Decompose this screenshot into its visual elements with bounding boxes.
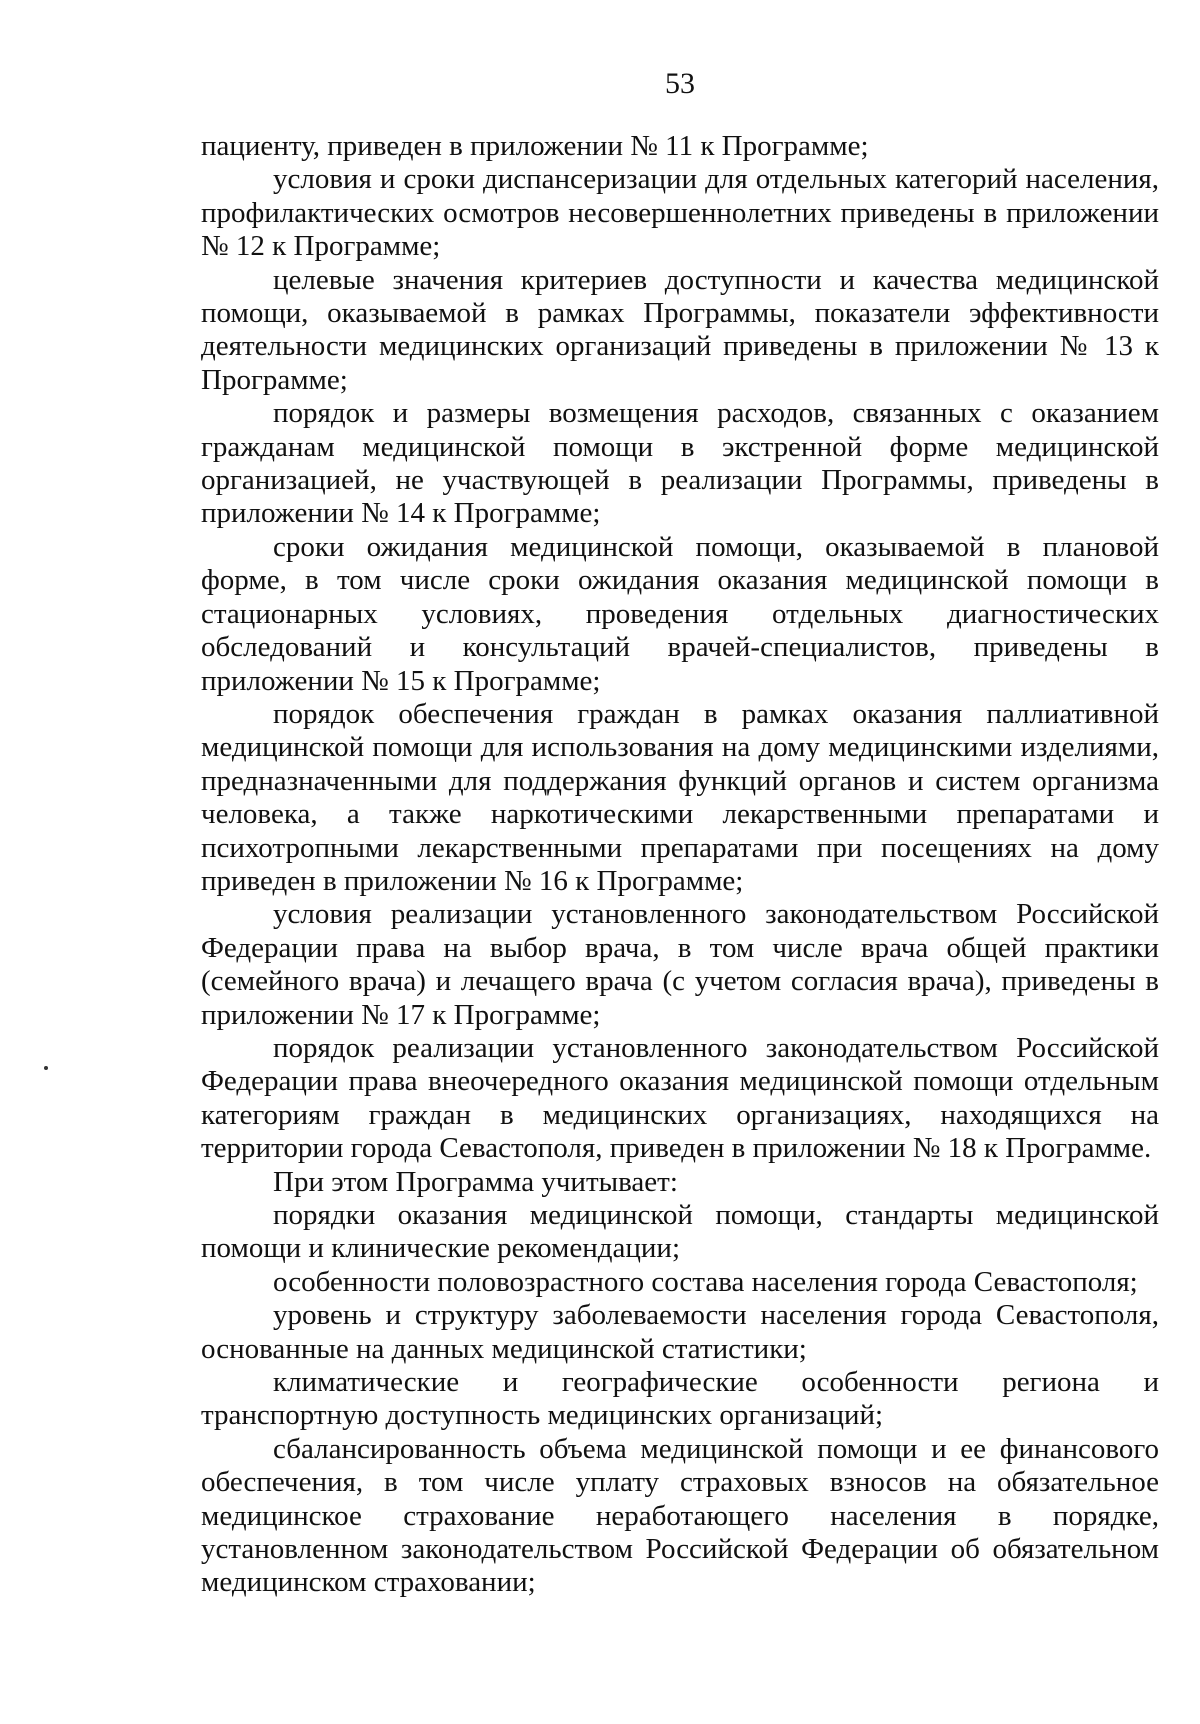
paragraph-annex-11: пациенту, приведен в приложении № 11 к Программе; — [201, 130, 869, 162]
paragraph-annex-16: порядок обеспечения граждан в рамках оказания паллиативной медицинской помощи для использования на дому медицинскими изделиями, предназначенными для поддержания функций органов и систем организма человека, а также наркотическими лекарственными препаратами и психотропными лекарственными препаратами при посещениях на дому приведен в приложении № 16 к Программе; — [201, 697, 1159, 897]
paragraph-annex-13: целевые значения критериев доступности и качества медицинской помощи, оказываемой в рамках Программы, показатели эффективности деятельности медицинских организаций приведены в приложении № 13 к Программе; — [201, 263, 1159, 396]
paragraph-annex-14: порядок и размеры возмещения расходов, связанных с оказанием гражданам медицинской помощи в экстренной форме медицинской организацией, не участвующей в реализации Программы, приведены в приложении № 14 к Программе; — [201, 397, 1159, 530]
paragraph-care-procedures: порядки оказания медицинской помощи, стандарты медицинской помощи и клинические рекомендации; — [201, 1199, 1159, 1265]
paragraph-annex-17: условия реализации установленного законодательством Российской Федерации права на выбор врача, в том числе врача общей практики (семейного врача) и лечащего врача (с учетом согласия врача), приведены в приложении № 17 к Программе; — [201, 898, 1159, 1031]
paragraph-annex-18: порядок реализации установленного законодательством Российской Федерации права внеочередного оказания медицинской помощи отдельным категориям граждан в медицинских организациях, находящихся на территории города Севастополя, приведен в приложении № 18 к Программе. — [201, 1031, 1159, 1165]
paragraph-morbidity: уровень и структуру заболеваемости населения города Севастополя, основанные на данных медицинской статистики; — [201, 1299, 1159, 1365]
scan-dot-mark — [44, 1066, 48, 1070]
paragraph-funding-balance: сбалансированность объема медицинской помощи и ее финансового обеспечения, в том числе уплату страховых взносов на обязательное медицинское страхование неработающего населения в порядке, установленном законодательством Российской Федерации об обязательном медицинском страховании; — [201, 1432, 1159, 1599]
page-number: 53 — [665, 67, 695, 100]
paragraph-annex-15: сроки ожидания медицинской помощи, оказываемой в плановой форме, в том числе сроки ожидания оказания медицинской помощи в стационарных условиях, проведения отдельных диагностических обследований и консультаций врачей-специалистов, приведены в приложении № 15 к Программе; — [201, 530, 1159, 697]
paragraph-annex-12: условия и сроки диспансеризации для отдельных категорий населения, профилактических осмотров несовершеннолетних приведены в приложении № 12 к Программе; — [201, 163, 1159, 263]
document-body — [201, 130, 1159, 1600]
paragraph-program-considers: При этом Программа учитывает: — [273, 1165, 678, 1198]
paragraph-population-structure: особенности половозрастного состава населения города Севастополя; — [273, 1265, 1138, 1298]
paragraph-climate-geography: климатические и географические особенности региона и транспортную доступность медицинских организаций; — [201, 1366, 1159, 1432]
